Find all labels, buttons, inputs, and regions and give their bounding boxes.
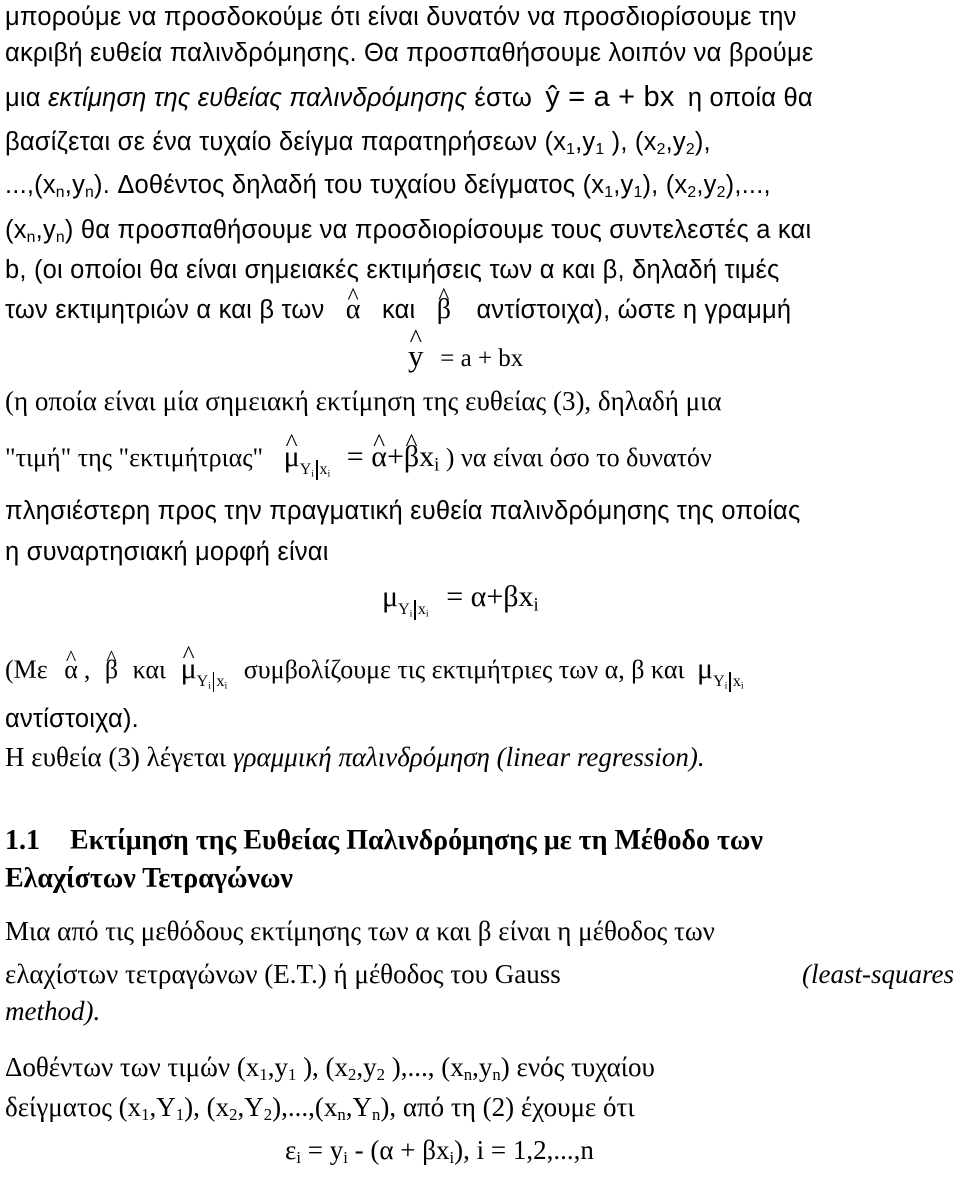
- mu-symbol: μ: [382, 580, 399, 613]
- section-title-line-1: Εκτίμηση της Ευθείας Παλινδρόμησης με τη Μέθοδο των: [70, 825, 763, 856]
- sub: 2: [716, 183, 726, 201]
- sub: 1: [633, 183, 643, 201]
- beta-hat: ^ β: [105, 653, 118, 687]
- sub: i: [296, 1148, 301, 1168]
- p1-line-2-italic: (least-squares: [802, 959, 954, 989]
- error-term-equation: $\varepsilon_i = y_i - (\alpha + \beta x_i)$, i = 1,2,...,n: [285, 1135, 594, 1168]
- sub: i: [533, 594, 539, 616]
- line-5-d: ...,: [741, 171, 771, 199]
- line-8-b: και: [381, 296, 416, 324]
- sub: n: [337, 1105, 346, 1125]
- paragraph-1-line-1: [5, 914, 954, 948]
- line-15-d: συμβολίζουμε τις εκτιμήτριες των α, β και: [243, 655, 685, 684]
- text-line-17: [5, 740, 954, 774]
- text-line-5: $...,(x_n,y_n)$. Δοθέντος δηλαδή του τυχαίου δείγματος $(x_1,y_1)$, $(x_2,y_2)$,...,: [5, 171, 771, 201]
- beta: β: [503, 580, 519, 613]
- paragraph-2-line-2: δείγματος $(x_1,Y_1)$, $(x_2,Y_2),...,(x_n,Y_n)$, από τη (2) έχουμε ότι: [5, 1092, 635, 1125]
- sub: i: [425, 608, 429, 620]
- alpha: α: [470, 580, 487, 613]
- paragraph-2-line-1: Δοθέντων των τιμών ($x_1,y_1$ ), ($x_2,y_2$ ),..., $(x_n,y_n)$ ενός τυχαίου: [5, 1052, 655, 1085]
- text-line-11: [5, 440, 954, 487]
- line-12-text: πλησιέστερη προς την πραγματική ευθεία παλινδρόμησης της οποίας: [5, 497, 801, 525]
- mu-hat: ^ μ: [284, 440, 300, 474]
- population-regression-equation: $\mu_{Y_i x_i} = \alpha+\beta x_i$: [382, 580, 539, 620]
- sub: 2: [685, 140, 695, 158]
- sub: 2: [263, 1105, 273, 1125]
- p2-line-2-b: ),...,(x: [272, 1092, 338, 1122]
- conditional-bar: [316, 460, 318, 480]
- mu-hat-conditional: [283, 440, 331, 480]
- line-1-text: μπορούμε να προσδοκούμε ότι είναι δυνατόν να προσδιορίσουμε την: [5, 3, 797, 31]
- sub: n: [463, 1065, 473, 1085]
- line-4-b: ), (x: [611, 128, 657, 156]
- section-title-line-2: Ελαχίστων Τετραγώνων: [5, 863, 293, 894]
- mu-sub: Yi xi: [299, 461, 331, 480]
- line-17-a: Η ευθεία (3) λέγεται: [5, 742, 227, 772]
- plus: +: [386, 440, 404, 473]
- sub: 2: [687, 183, 697, 201]
- epsilon: ε: [285, 1135, 297, 1165]
- p2-line-2-a: δείγματος (x: [5, 1092, 142, 1122]
- p2-line-2-c: ), από τη (2) έχουμε ότι: [380, 1092, 635, 1122]
- sub: i: [724, 680, 728, 692]
- line-5-a: ...,(x: [5, 171, 56, 199]
- alpha-hat: ^ α: [64, 653, 78, 687]
- p1-line-3-text: method).: [5, 996, 101, 1026]
- sub: 1: [604, 183, 614, 201]
- line-4-c: ),: [694, 128, 711, 156]
- line-17-italic: γραμμική παλινδρόμηση (linear regression).: [232, 742, 705, 772]
- y-hat: ^ y: [408, 338, 424, 374]
- sub: 1: [141, 1105, 150, 1125]
- section-heading-line-1: [5, 822, 954, 860]
- text-line-3: [5, 80, 954, 115]
- sub: i: [740, 680, 744, 692]
- text-line-12: [5, 494, 954, 528]
- sub: 1: [259, 1065, 268, 1085]
- mu-hat: ^ μ: [181, 652, 197, 686]
- line-15-a: (Με: [5, 655, 48, 684]
- section-number: 1.1: [5, 825, 40, 856]
- sub: n: [372, 1105, 381, 1125]
- sub: 1: [566, 140, 576, 158]
- alpha-hat: ^ α: [371, 440, 387, 474]
- sub: i: [343, 1148, 348, 1168]
- line-8-c: αντίστοιχα), ώστε η γραμμή: [476, 296, 792, 324]
- paragraph-1-line-2: [5, 957, 954, 991]
- line-7-text: b, (οι οποίοι θα είναι σημειακές εκτιμήσεις των α και β, δηλαδή τιμές: [5, 256, 780, 284]
- text-line-2: [5, 36, 954, 70]
- line-13-text: η συναρτησιακή μορφή είναι: [5, 538, 329, 566]
- text-line-7: [5, 253, 954, 287]
- line-3-mid: έστω: [474, 84, 532, 112]
- sub: i: [224, 680, 228, 692]
- line-16-text: αντίστοιχα).: [5, 705, 139, 733]
- equation-rhs: = a + bx: [440, 345, 524, 372]
- sub: i: [311, 468, 315, 480]
- conditional-bar: [729, 672, 731, 692]
- sub: i: [434, 454, 440, 476]
- line-3-italic: εκτίμηση της ευθείας παλινδρόμησης: [48, 84, 468, 112]
- line-5-c: Δοθέντος δηλαδή του τυχαίου δείγματος (x: [117, 171, 605, 199]
- line-3-prefix: μια: [5, 84, 41, 112]
- p1-line-2-a: ελαχίστων τετραγώνων (Ε.Τ.) ή μέθοδος του Gauss: [5, 959, 561, 989]
- line-8-a: των εκτιμητριών α και β των: [5, 296, 325, 324]
- conditional-bar: [414, 600, 416, 620]
- line-10-text: (η οποία είναι μία σημειακή εκτίμηση της ευθείας (3), δηλαδή μια: [5, 386, 722, 416]
- plus: +: [486, 580, 504, 613]
- line-11-b: ) να είναι όσο το δυνατόν: [445, 443, 712, 472]
- alpha-hat: ^ α: [346, 293, 361, 327]
- equals: =: [446, 580, 464, 613]
- sub: 1: [595, 140, 605, 158]
- text-line-6: $(x_n,y_n)$ θα προσπαθήσουμε να προσδιορίσουμε τους συντελεστές a και: [5, 216, 812, 246]
- sub: 1: [287, 1065, 297, 1085]
- line-5-b: ).: [94, 171, 111, 199]
- sub: 2: [348, 1065, 357, 1085]
- sub: n: [85, 183, 95, 201]
- text-line-15: [5, 652, 954, 699]
- text-line-1: [5, 0, 954, 34]
- sub: n: [26, 228, 36, 246]
- sub: i: [449, 1148, 455, 1168]
- text-line-16: [5, 702, 954, 736]
- p2-line-1-a: Δοθέντων των τιμών (x: [5, 1052, 260, 1082]
- mu-symbol: μ: [696, 652, 714, 685]
- estimated-line-equation: [408, 338, 523, 374]
- line-2-text: ακριβή ευθεία παλινδρόμησης. Θα προσπαθήσουμε λοιπόν να βρούμε: [5, 39, 814, 67]
- text-line-10: [5, 384, 954, 418]
- p2-line-1-b: ), (x: [303, 1052, 349, 1082]
- beta-hat: ^ β: [437, 293, 451, 327]
- sub: i: [409, 608, 413, 620]
- p2-line-1-c: ),..., (x: [391, 1052, 464, 1082]
- p1-line-1-text: Μια από τις μεθόδους εκτίμησης των α και β είναι η μέθοδος των: [5, 916, 715, 946]
- paragraph-1-line-3: [5, 994, 954, 1028]
- p2-line-1-d: ) ενός τυχαίου: [500, 1052, 655, 1082]
- line-15-c: και: [132, 655, 167, 684]
- sub: i: [208, 680, 211, 692]
- sub: 2: [229, 1105, 238, 1125]
- sub: n: [492, 1065, 501, 1085]
- text-line-13: [5, 535, 954, 569]
- sub: 2: [656, 140, 666, 158]
- line-15-b: ,: [83, 655, 91, 684]
- line-4-a: βασίζεται σε ένα τυχαίο δείγμα παρατηρήσεων (x: [5, 128, 567, 156]
- line-3-suffix: η οποία θα: [687, 84, 813, 112]
- equation-rest: ), i = 1,2,...,n: [454, 1135, 594, 1165]
- line-11-a: "τιμή" της "εκτιμήτριας": [5, 443, 264, 472]
- text-line-4: βασίζεται σε ένα τυχαίο δείγμα παρατηρήσεων ($x_1,y_1$ ), $(x_2,y_2)$,: [5, 128, 711, 158]
- mu-hat-conditional: ^ $\mu_{Y_i x_i}$: [181, 655, 228, 684]
- conditional-bar: [213, 672, 215, 692]
- section-heading: [5, 822, 954, 898]
- regression-estimate-equation: ŷ = a + bx: [545, 81, 675, 113]
- sub: i: [327, 468, 331, 480]
- sub: 2: [376, 1065, 386, 1085]
- sub: n: [55, 183, 65, 201]
- mu-conditional: $\mu_{Y_i x_i}$: [696, 652, 744, 692]
- text-line-8: [5, 293, 954, 327]
- beta-hat: ^ β: [404, 440, 419, 474]
- sub: n: [55, 228, 65, 246]
- line-6-text: θα προσπαθήσουμε να προσδιορίσουμε τους συντελεστές a και: [80, 216, 812, 244]
- equals: =: [346, 440, 364, 473]
- mu-hat-rhs: = ^ α+^ $\beta x_i$: [347, 440, 440, 473]
- sub: 1: [175, 1105, 185, 1125]
